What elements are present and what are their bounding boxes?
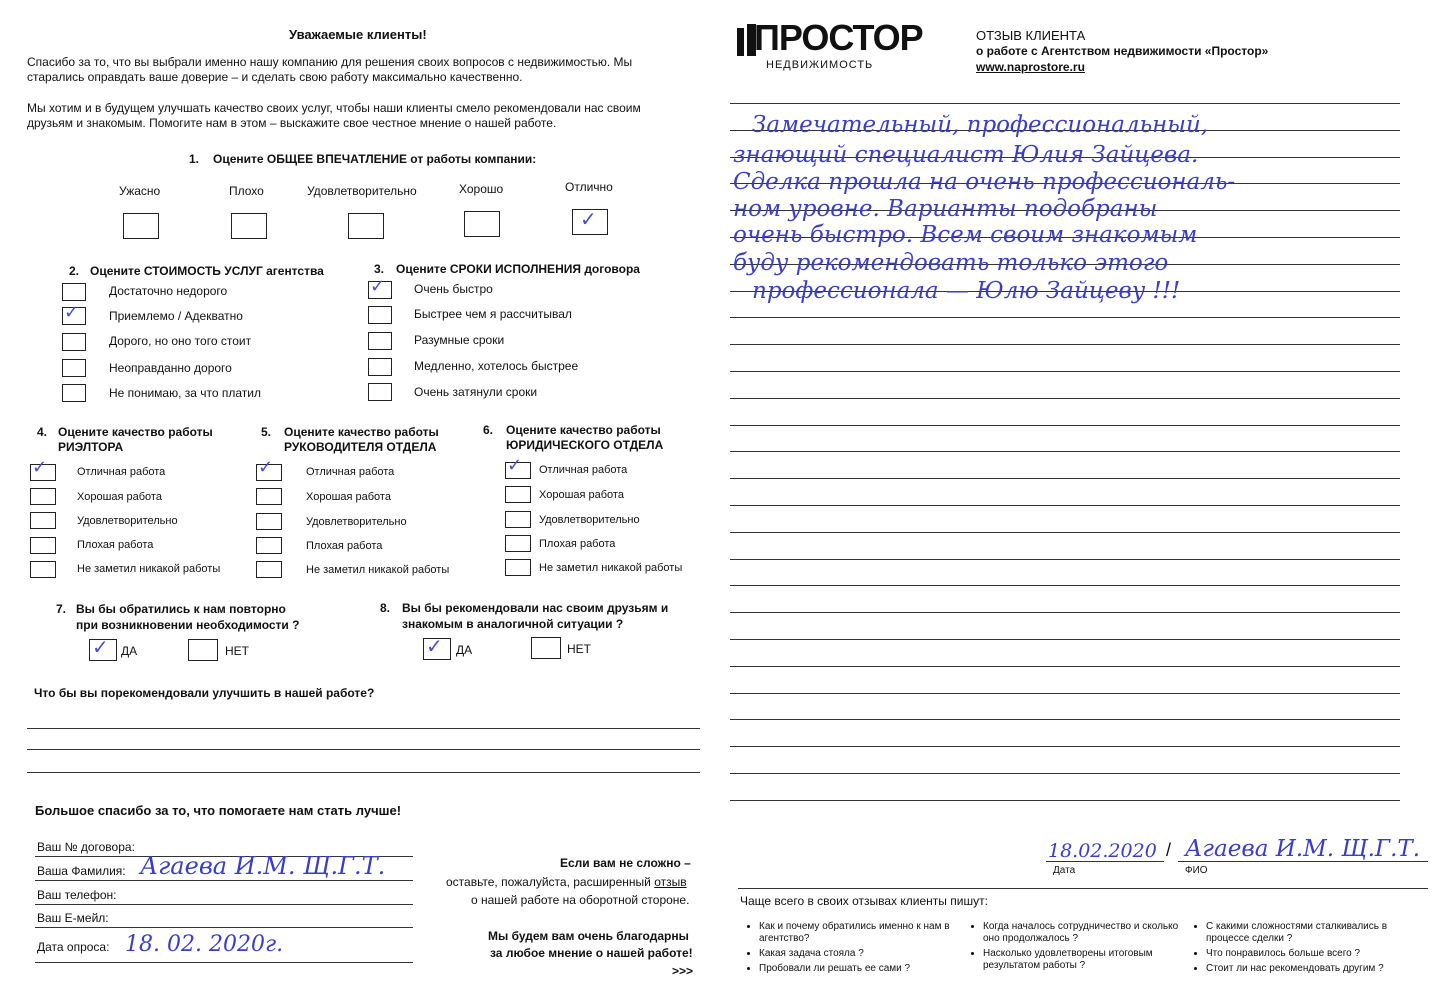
intro-paragraph-1: Спасибо за то, что вы выбрали именно нашу компанию для решения своих вопросов с недвижимостью. Мы старались оправдать ваше доверие – и сделать свою работу максимально качественно. — [27, 55, 633, 84]
hint-item: • Пробовали ли решать ее сами ? — [759, 963, 959, 975]
hint-item: • Как и почему обратились именно к нам в агентство? — [759, 921, 959, 945]
q1-option-label: Ужасно — [119, 184, 161, 198]
q2-title: Оцените СТОИМОСТЬ УСЛУГ агентства — [90, 264, 324, 278]
q6-option-label: Отличная работа — [539, 464, 628, 476]
review-line: профессионала — Юлю Зайцеву !!! — [752, 278, 1181, 304]
q7-yes-label: ДА — [121, 644, 138, 658]
q1-number: 1. — [189, 152, 200, 166]
q3-title: Оцените СРОКИ ИСПОЛНЕНИЯ договора — [396, 262, 640, 276]
q6-option-label: Плохая работа — [539, 538, 616, 550]
logo-text: ПРОСТОР — [754, 17, 923, 58]
email-field[interactable] — [35, 927, 413, 928]
review-ruled-line[interactable] — [730, 344, 1400, 345]
q1-option-label: Хорошо — [459, 182, 504, 196]
slash-separator: / — [1166, 840, 1172, 860]
review-ruled-line[interactable] — [730, 425, 1400, 426]
review-ruled-line[interactable] — [730, 693, 1400, 694]
hint-item: • Когда началось сотрудничество и сколько оно продолжалось ? — [983, 921, 1183, 945]
q5-option-label: Не заметил никакой работы — [306, 564, 450, 576]
check-mark-icon: ✓ — [64, 302, 80, 323]
request-line-2: оставьте, пожалуйста, расширенный отзыв — [446, 875, 687, 889]
check-mark-icon: ✓ — [507, 455, 523, 476]
answer-line[interactable] — [27, 772, 700, 773]
q3-option-label: Разумные сроки — [414, 333, 505, 347]
q6-subject: ЮРИДИЧЕСКОГО ОТДЕЛА — [506, 438, 664, 452]
q2-checkbox[interactable] — [62, 359, 86, 377]
review-ruled-line[interactable] — [730, 103, 1400, 104]
q4-checkbox[interactable] — [30, 488, 56, 505]
q2-option-label: Неоправданно дорого — [109, 361, 232, 375]
hint-item: • Насколько удовлетворены итоговым результатом работы ? — [983, 948, 1183, 972]
review-ruled-line[interactable] — [730, 639, 1400, 640]
review-fio-field[interactable] — [1178, 861, 1428, 862]
q3-checkbox[interactable] — [368, 358, 392, 376]
date-caption: Дата — [1053, 865, 1076, 876]
q7-no-label: НЕТ — [225, 644, 249, 658]
request-line-1: Если вам не сложно – — [560, 856, 691, 870]
review-date-field[interactable] — [1046, 861, 1164, 862]
hint-item: • Что понравилось больше всего ? — [1206, 948, 1406, 960]
q3-checkbox[interactable] — [368, 306, 392, 324]
q6-checkbox[interactable] — [505, 511, 531, 528]
review-ruled-line[interactable] — [730, 612, 1400, 613]
q1-title: Оцените ОБЩЕЕ ВПЕЧАТЛЕНИЕ от работы компании: — [213, 152, 537, 166]
thanks-text: Большое спасибо за то, что помогаете нам стать лучше! — [35, 803, 402, 818]
q4-title: Оцените качество работы — [58, 425, 213, 439]
q1-option-label: Отлично — [565, 180, 613, 194]
q4-checkbox[interactable] — [30, 537, 56, 554]
check-mark-icon: ✓ — [580, 207, 597, 231]
q6-option-label: Удовлетворительно — [539, 514, 640, 526]
q4-option-label: Не заметил никакой работы — [77, 563, 221, 575]
surname-label: Ваша Фамилия: — [37, 864, 126, 878]
q1-checkbox-awful[interactable] — [123, 213, 159, 239]
q2-option-label: Достаточно недорого — [109, 284, 228, 298]
q5-option-label: Плохая работа — [306, 540, 383, 552]
q7-no-checkbox[interactable] — [188, 639, 218, 661]
review-ruled-line[interactable] — [730, 773, 1400, 774]
q6-title: Оцените качество работы — [506, 423, 661, 437]
greeting-title: Уважаемые клиенты! — [289, 27, 427, 42]
logo-subtitle: НЕДВИЖИМОСТЬ — [766, 59, 874, 71]
q3-option-label: Быстрее чем я рассчитывал — [414, 307, 572, 321]
q4-subject: РИЭЛТОРА — [58, 440, 124, 454]
q1-checkbox-satisfactory[interactable] — [348, 213, 384, 239]
review-ruled-line[interactable] — [730, 398, 1400, 399]
review-line: очень быстро. Всем своим знакомым — [733, 222, 1198, 248]
review-ruled-line[interactable] — [730, 746, 1400, 747]
q6-option-label: Не заметил никакой работы — [539, 562, 683, 574]
q4-option-label: Хорошая работа — [77, 491, 162, 503]
q6-option-label: Хорошая работа — [539, 489, 624, 501]
q2-number: 2. — [69, 264, 80, 278]
review-ruled-line[interactable] — [730, 719, 1400, 720]
arrows-icon: >>> — [672, 964, 694, 978]
q8-title: Вы бы рекомендовали нас своим друзьям и — [402, 601, 669, 615]
review-ruled-line[interactable] — [730, 666, 1400, 667]
q8-yes-label: ДА — [456, 643, 473, 657]
review-ruled-line[interactable] — [730, 532, 1400, 533]
review-fio-handwritten: Агаева И.М. Щ.Г.Т. — [1185, 836, 1421, 862]
hint-item: • С какими сложностями сталкивались в процессе сделки ? — [1206, 921, 1406, 945]
q4-number: 4. — [37, 425, 48, 439]
q4-option-label: Плохая работа — [77, 539, 154, 551]
q2-checkbox[interactable] — [62, 283, 86, 301]
q5-number: 5. — [261, 425, 272, 439]
q3-checkbox[interactable] — [368, 383, 392, 401]
intro-paragraph-2: Мы хотим и в будущем улучшать качество своих услуг, чтобы наши клиенты смело рекомендовали нас своим друзьям и знакомым. Помогите нам в этом – выскажите свое честное мнение о нашей работе. — [27, 101, 641, 130]
q4-checkbox[interactable] — [30, 561, 56, 578]
check-mark-icon: ✓ — [258, 457, 274, 478]
surname-handwritten: Агаева И.М. Щ.Г.Т. — [140, 852, 386, 880]
q3-option-label: Очень быстро — [414, 282, 493, 296]
q6-checkbox[interactable] — [505, 559, 531, 576]
q5-option-label: Отличная работа — [306, 466, 395, 478]
site-link[interactable]: www.naprostore.ru — [976, 60, 1085, 74]
q6-checkbox[interactable] — [505, 486, 531, 503]
fio-caption: ФИО — [1185, 865, 1208, 876]
review-ruled-line[interactable] — [730, 505, 1400, 506]
review-line: ном уровне. Варианты подобраны — [733, 196, 1158, 222]
q5-checkbox[interactable] — [256, 537, 282, 554]
q4-option-label: Отличная работа — [77, 466, 166, 478]
surname-field[interactable] — [35, 880, 413, 881]
email-label: Ваш Е-мейл: — [37, 911, 109, 925]
q8-no-label: НЕТ — [567, 642, 591, 656]
q2-option-label: Приемлемо / Адекватно — [109, 309, 243, 323]
hints-title: Чаще всего в своих отзывах клиенты пишут: — [740, 894, 988, 908]
check-mark-icon: ✓ — [370, 276, 386, 297]
date-field[interactable] — [35, 962, 413, 963]
q2-option-label: Дорого, но оно того стоит — [109, 334, 252, 348]
check-mark-icon: ✓ — [426, 634, 443, 658]
answer-line[interactable] — [27, 749, 700, 750]
q2-checkbox[interactable] — [62, 333, 86, 351]
review-line: знающий специалист Юлия Зайцева. — [733, 142, 1199, 168]
review-header: ОТЗЫВ КЛИЕНТА — [976, 28, 1086, 43]
review-ruled-line[interactable] — [730, 317, 1400, 318]
review-link[interactable]: отзыв — [654, 875, 687, 889]
answer-line[interactable] — [27, 728, 700, 729]
check-mark-icon: ✓ — [32, 457, 48, 478]
review-line: буду рекомендовать только этого — [733, 250, 1169, 276]
improve-question: Что бы вы порекомендовали улучшить в нашей работе? — [34, 686, 375, 700]
date-label: Дата опроса: — [37, 940, 110, 954]
q6-number: 6. — [483, 423, 494, 437]
review-ruled-line[interactable] — [730, 559, 1400, 560]
gratitude-line-1: Мы будем вам очень благодарны — [488, 929, 689, 943]
gratitude-line-2: за любое мнение о нашей работе! — [490, 946, 693, 960]
q2-option-label: Не понимаю, за что платил — [109, 386, 262, 400]
review-ruled-line[interactable] — [730, 800, 1400, 801]
review-ruled-line[interactable] — [730, 585, 1400, 586]
divider — [738, 888, 1428, 889]
hints-column-2 — [969, 921, 1183, 975]
review-date-handwritten: 18.02.2020 — [1048, 840, 1157, 862]
review-ruled-line[interactable] — [730, 478, 1400, 479]
q1-option-label: Плохо — [229, 184, 264, 198]
q8-number: 8. — [380, 601, 391, 615]
phone-field[interactable] — [35, 904, 413, 905]
hint-item: • Какая задача стояла ? — [759, 948, 959, 960]
request-line-3: о нашей работе на оборотной стороне. — [471, 893, 690, 907]
q5-checkbox[interactable] — [256, 488, 282, 505]
q2-checkbox[interactable] — [62, 384, 86, 402]
q1-option-label: Удовлетворительно — [307, 184, 417, 198]
date-handwritten: 18. 02. 2020г. — [125, 932, 284, 957]
q7-number: 7. — [56, 602, 67, 616]
q5-subject: РУКОВОДИТЕЛЯ ОТДЕЛА — [284, 440, 437, 454]
q1-checkbox-bad[interactable] — [231, 213, 267, 239]
hints-column-3 — [1192, 921, 1406, 978]
q1-checkbox-good[interactable] — [464, 211, 500, 237]
q5-option-label: Удовлетворительно — [306, 516, 407, 528]
review-line: Замечательный, профессиональный, — [752, 112, 1209, 138]
check-mark-icon: ✓ — [92, 635, 109, 659]
q3-checkbox[interactable] — [368, 332, 392, 350]
q5-checkbox[interactable] — [256, 561, 282, 578]
q3-number: 3. — [374, 262, 385, 276]
q4-checkbox[interactable] — [30, 512, 56, 529]
q6-checkbox[interactable] — [505, 535, 531, 552]
review-ruled-line[interactable] — [730, 371, 1400, 372]
q8-no-checkbox[interactable] — [531, 637, 561, 659]
q8-title-line2: знакомым в аналогичной ситуации ? — [402, 617, 624, 631]
review-subheader: о работе с Агентством недвижимости «Простор» — [976, 44, 1269, 58]
q5-title: Оцените качество работы — [284, 425, 439, 439]
review-line: Сделка прошла на очень профессиональ- — [733, 169, 1236, 195]
q3-option-label: Медленно, хотелось быстрее — [414, 359, 579, 373]
hints-column-1 — [745, 921, 959, 978]
review-ruled-line[interactable] — [730, 451, 1400, 452]
q5-option-label: Хорошая работа — [306, 491, 391, 503]
q5-checkbox[interactable] — [256, 513, 282, 530]
q4-option-label: Удовлетворительно — [77, 515, 178, 527]
contract-label: Ваш № договора: — [37, 840, 135, 854]
hint-item: • Стоит ли нас рекомендовать другим ? — [1206, 963, 1406, 975]
phone-label: Ваш телефон: — [37, 888, 117, 902]
q7-title-line2: при возникновении необходимости ? — [76, 618, 300, 632]
q3-option-label: Очень затянули сроки — [414, 385, 538, 399]
q7-title: Вы бы обратились к нам повторно — [76, 602, 286, 616]
